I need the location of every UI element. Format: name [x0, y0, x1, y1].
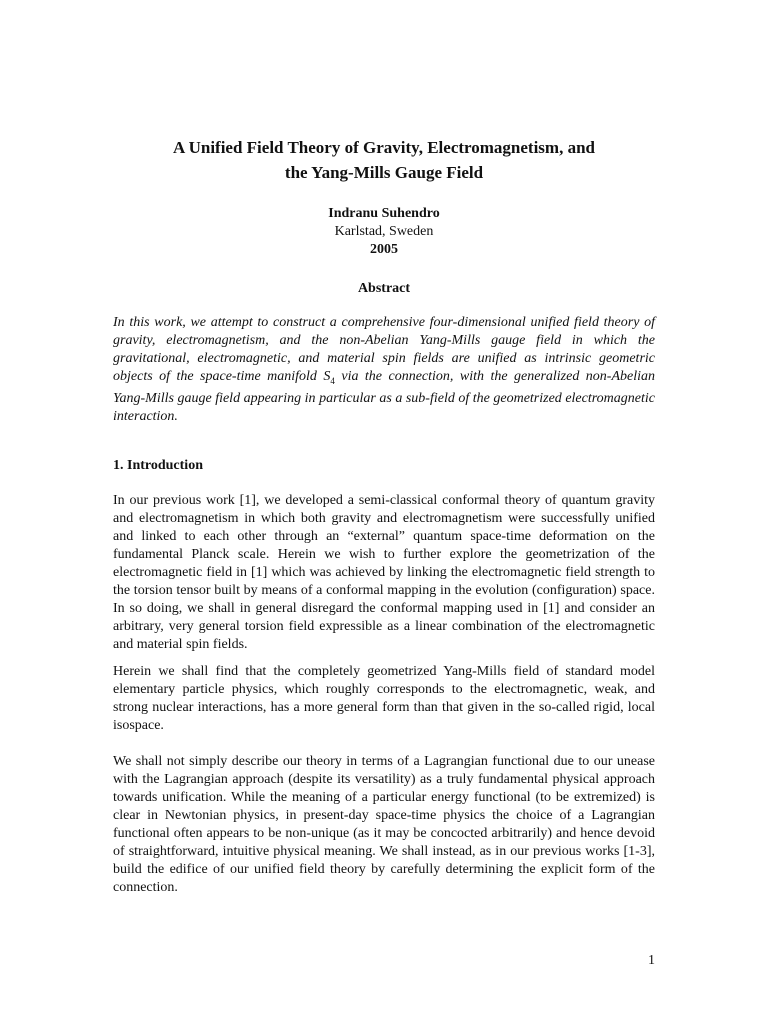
- abstract-text: [113, 314, 655, 426]
- paper-title-line-1: A Unified Field Theory of Gravity, Electromagnetism, and: [173, 138, 595, 157]
- paper-title: [100, 135, 668, 185]
- abstract-text-part-1: In this work, we attempt to construct a comprehensive four-dimensional unified field theory of gravity, electromagnetism, and the non-Abelian Yang-Mills gauge field in which the gravitational, electromagnetic, and material spin fields are unified as intrinsic geometric objects of the space-time manifold: [113, 315, 655, 384]
- intro-paragraph-3: We shall not simply describe our theory in terms of a Lagrangian functional due to our unease with the Lagrangian approach (despite its versatility) as a truly fundamental physical approach towards unification. While the meaning of a particular energy functional (to be extremized) is clear in Newtonian physics, in present-day space-time physics the choice of a Lagrangian functional often appears to be non-unique (as it may be concocted arbitrarily) and hence devoid of straightforward, intuitive physical meaning. We shall instead, as in our previous works [1-3], build the edifice of our unified field theory by carefully determining the explicit form of the connection.: [113, 754, 655, 895]
- publication-year: 2005: [370, 242, 398, 257]
- page-number: 1: [648, 953, 655, 968]
- abstract-text-part-2: via the connection, with the generalized non-Abelian Yang-Mills gauge field appearing in particular as a sub-field of the geometrized electromagnetic interaction.: [113, 369, 655, 424]
- author-block: [200, 205, 568, 259]
- intro-paragraph-1: In our previous work [1], we developed a semi-classical conformal theory of quantum gravity and electromagnetism in which both gravity and electromagnetism were successfully unified and linked to each other through an “external” quantum space-time deformation on the fundamental Planck scale. Herein we wish to further explore the geometrization of the electromagnetic field in [1] which was achieved by linking the electromagnetic field strength to the torsion tensor built by means of a conformal mapping in the evolution (configuration) space. In so doing, we shall in general disregard the conformal mapping used in [1] and consider an arbitrary, very general torsion field expressible as a linear combination of the electromagnetic and material spin fields.: [113, 493, 655, 652]
- author-affiliation: Karlstad, Sweden: [334, 224, 434, 239]
- manifold-symbol-subscript: 4: [330, 375, 335, 386]
- abstract-heading: Abstract: [357, 281, 411, 296]
- author-name: Indranu Suhendro: [328, 206, 440, 221]
- section-heading-introduction: 1. Introduction: [113, 458, 203, 473]
- intro-paragraph-2: Herein we shall find that the completely geometrized Yang-Mills field of standard model elementary particle physics, which roughly corresponds to the electromagnetic, weak, and strong nuclear interactions, has a more general form than that given in the so-called rigid, local isospace.: [113, 664, 655, 733]
- manifold-symbol-letter: S: [323, 369, 331, 384]
- manifold-symbol: [323, 369, 335, 384]
- paper-title-line-2: the Yang-Mills Gauge Field: [284, 163, 484, 182]
